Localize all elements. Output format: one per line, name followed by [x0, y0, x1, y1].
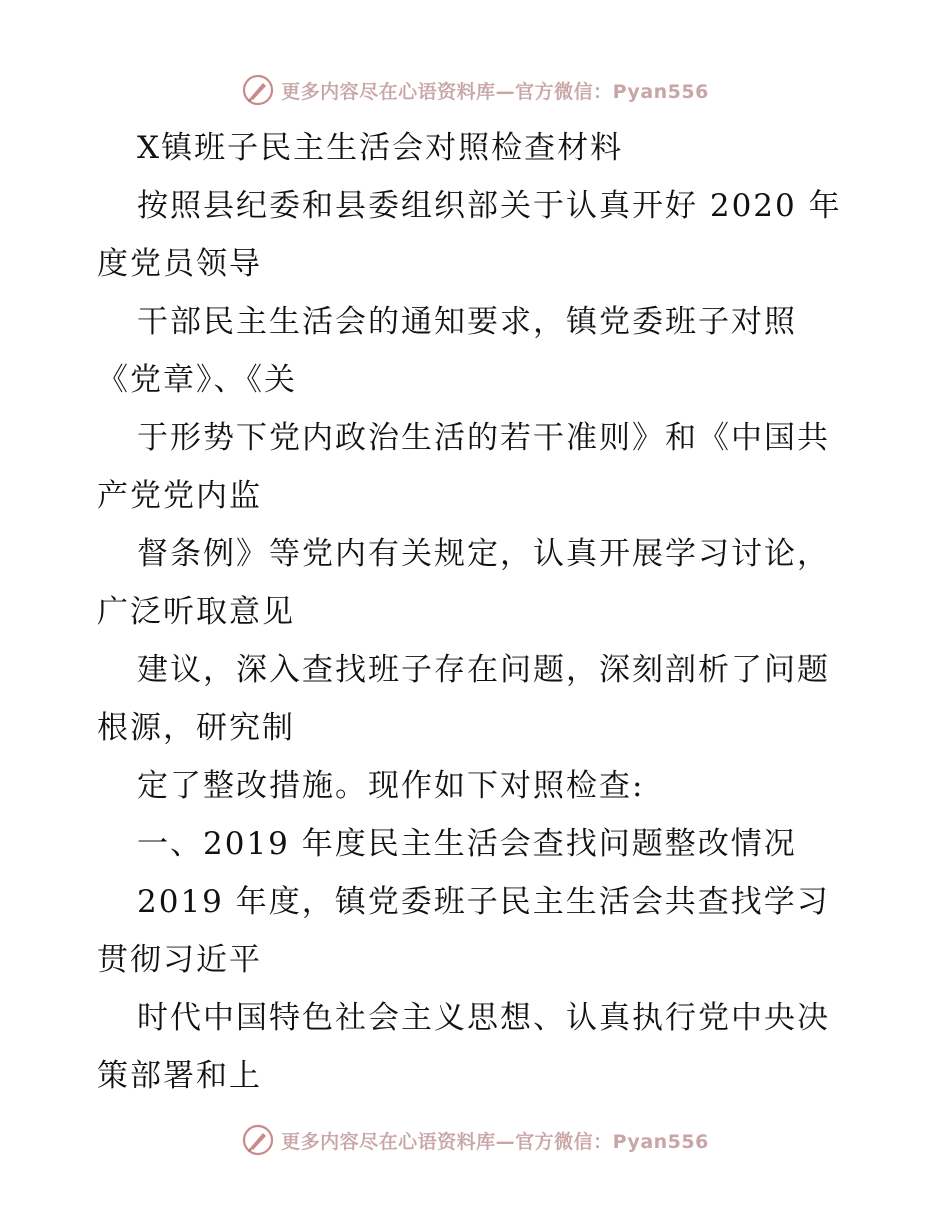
- paragraph-line: 贯彻习近平: [97, 942, 262, 978]
- paragraph-line: 策部署和上: [97, 1058, 262, 1094]
- footer-watermark: [0, 1120, 950, 1160]
- watermark-text: 更多内容尽在心语资料库—官方微信：Pyan556: [281, 1130, 709, 1153]
- paragraph-line: 按照县纪委和县委组织部关于认真开好 2020 年: [137, 188, 842, 224]
- paragraph-line: 《党章》、《关: [97, 362, 297, 398]
- paragraph-line: 干部民主生活会的通知要求，镇党委班子对照: [137, 304, 797, 340]
- paragraph-line: 定了整改措施。现作如下对照检查:: [137, 768, 645, 804]
- document-title: X镇班子民主生活会对照检查材料: [137, 130, 624, 166]
- paragraph-line: 广泛听取意见: [97, 594, 295, 630]
- paragraph-line: 建议，深入查找班子存在问题，深刻剖析了问题: [137, 652, 830, 688]
- watermark-text: 更多内容尽在心语资料库—官方微信：Pyan556: [281, 80, 709, 103]
- paragraph-line: 时代中国特色社会主义思想、认真执行党中央决: [137, 1000, 830, 1036]
- quill-pen-circle-icon: [241, 1123, 275, 1157]
- section-heading: 一、2019 年度民主生活会查找问题整改情况: [137, 826, 797, 862]
- paragraph-line: 产党党内监: [97, 478, 262, 514]
- paragraph-line: 督条例》等党内有关规定，认真开展学习讨论，: [137, 536, 830, 572]
- quill-pen-circle-icon: [241, 73, 275, 107]
- paragraph-line: 度党员领导: [97, 246, 262, 282]
- header-watermark: [0, 70, 950, 110]
- paragraph-line: 2019 年度，镇党委班子民主生活会共查找学习: [137, 884, 830, 920]
- paragraph-line: 于形势下党内政治生活的若干准则》和《中国共: [137, 420, 830, 456]
- paragraph-line: 根源，研究制: [97, 710, 295, 746]
